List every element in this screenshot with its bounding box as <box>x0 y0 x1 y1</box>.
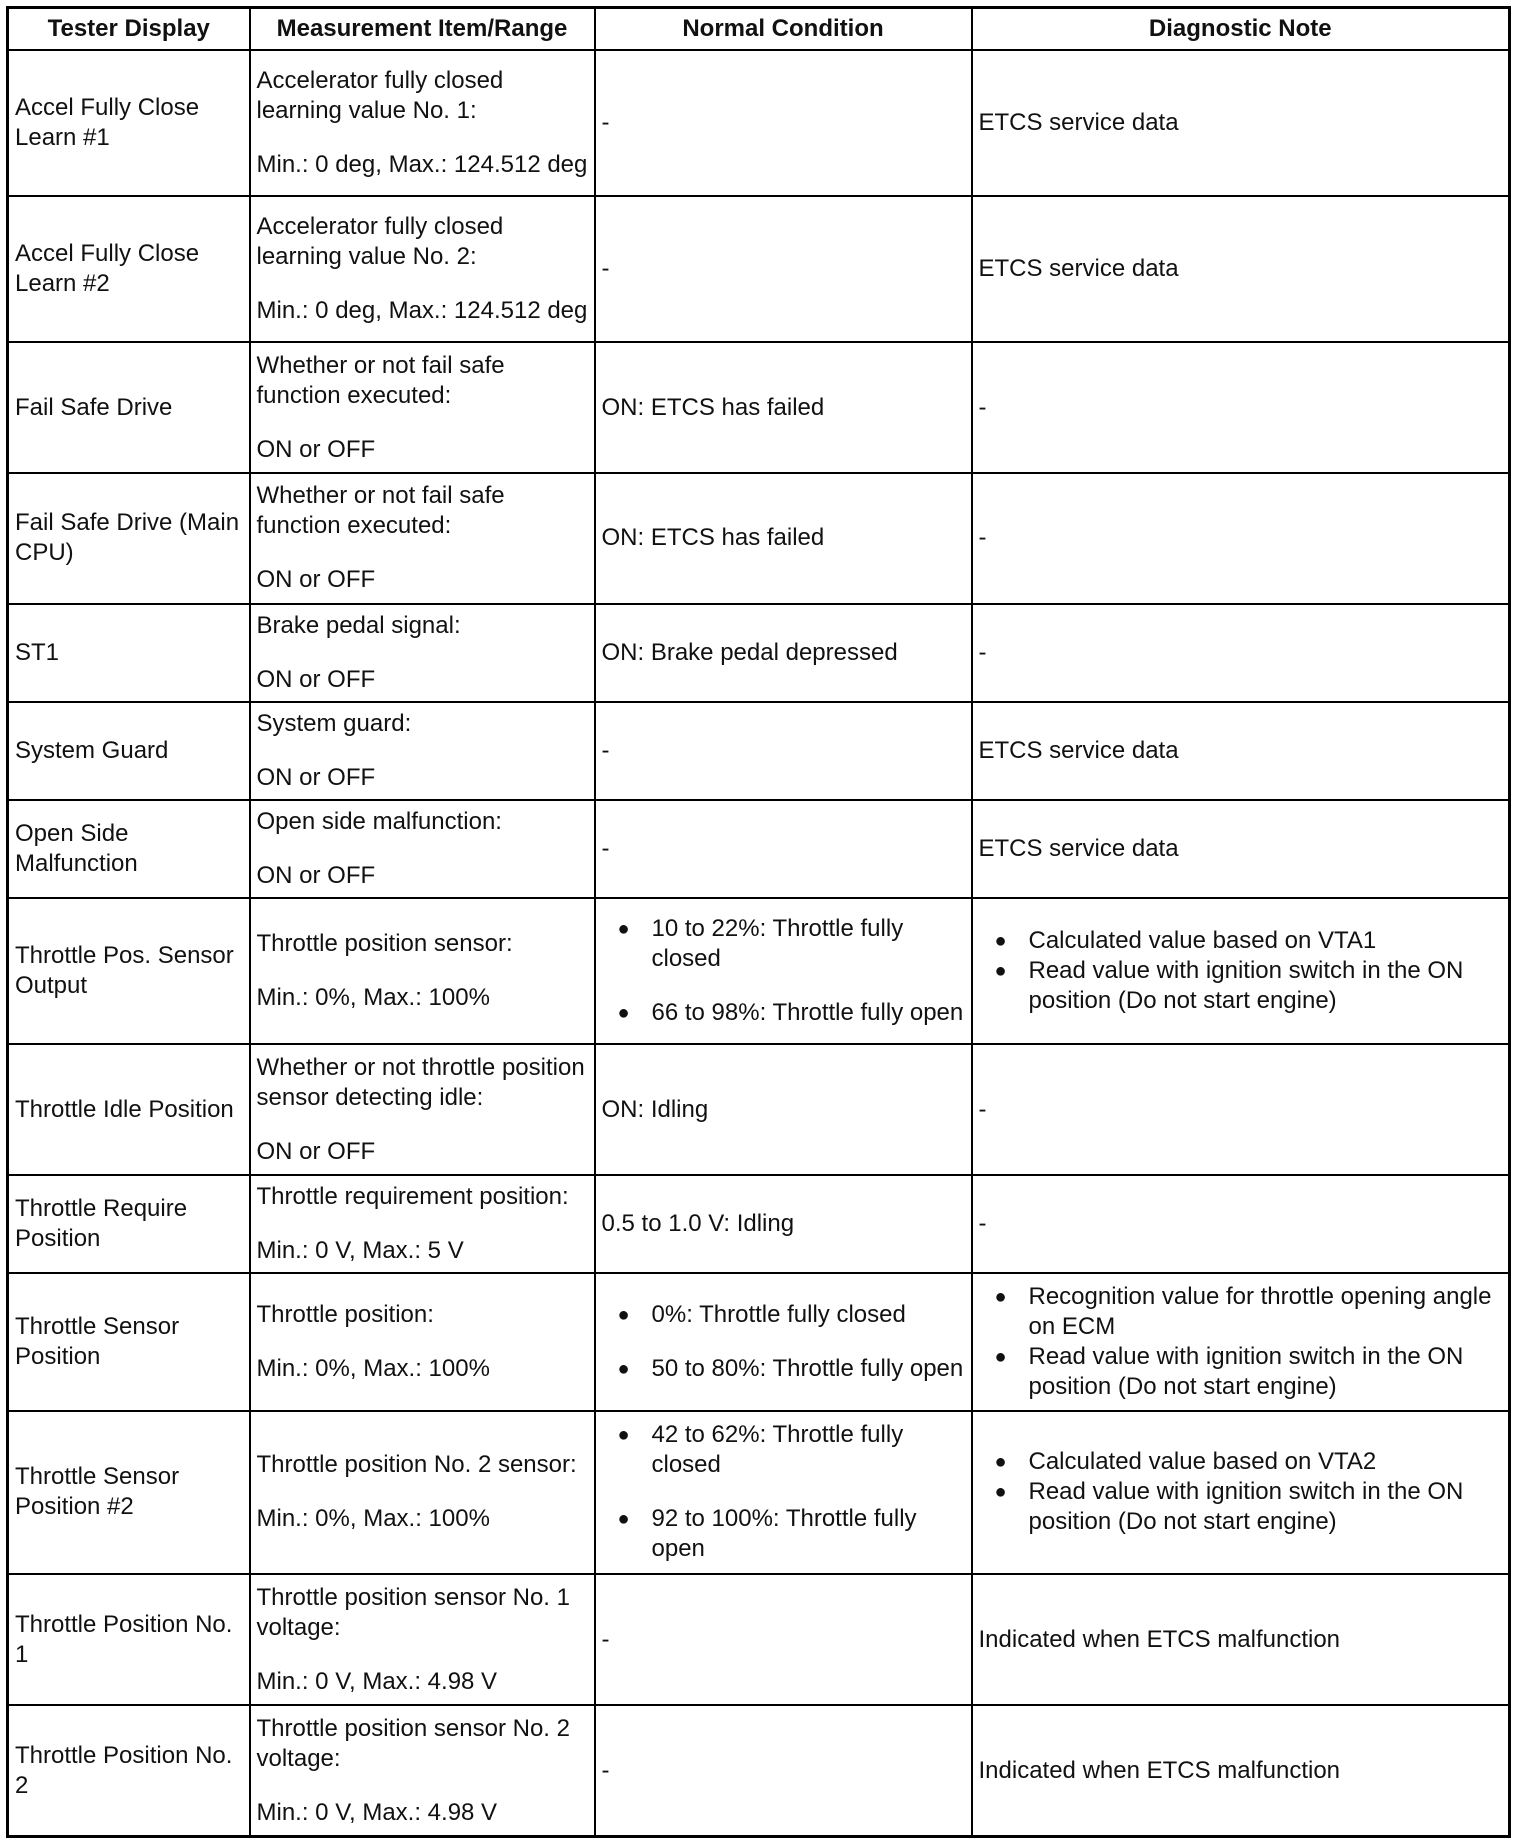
range-value: Min.: 0 deg, Max.: 124.512 deg <box>256 297 588 325</box>
normal-condition-cell <box>595 342 972 473</box>
cell-text: - <box>601 737 610 765</box>
range-value: Min.: 0 V, Max.: 4.98 V <box>256 1667 498 1695</box>
normal-condition-cell <box>595 196 972 342</box>
range-value: ON or OFF <box>256 764 376 792</box>
measurement-item-cell <box>250 1705 595 1836</box>
item-label: Open side malfunction: <box>256 808 502 836</box>
measurement-item-cell <box>250 473 595 604</box>
spacer <box>257 837 588 861</box>
normal-condition-cell <box>595 604 972 702</box>
bullet-item: ● 10 to 22%: Throttle fully closed <box>652 914 965 974</box>
bullet-list <box>602 1420 965 1564</box>
diagnostic-note-cell <box>972 898 1510 1044</box>
normal-condition-cell <box>595 702 972 800</box>
table-row <box>8 1411 1510 1575</box>
normal-condition-cell <box>595 800 972 898</box>
table-row <box>8 342 1510 473</box>
table-row <box>8 898 1510 1044</box>
header-tester-display: Tester Display <box>8 8 250 51</box>
cell-text: - <box>978 524 987 552</box>
bullet-item: ● Calculated value based on VTA2 <box>1029 1447 1503 1477</box>
header-row <box>8 8 1510 51</box>
spacer <box>257 1480 588 1504</box>
item-label: Throttle position No. 2 sensor: <box>256 1451 577 1479</box>
table-row <box>8 1574 1510 1705</box>
bullet-list <box>602 914 965 1028</box>
tester-display-cell <box>8 702 250 800</box>
cell-text: System Guard <box>15 737 169 765</box>
spacer <box>257 411 588 435</box>
cell-text: Accel Fully Close Learn #2 <box>15 240 200 298</box>
item-label: Throttle position sensor No. 1 voltage: <box>256 1583 570 1641</box>
range-value: Min.: 0 V, Max.: 5 V <box>256 1237 464 1265</box>
diagnostic-note-cell <box>972 473 1510 604</box>
cell-text: Throttle Sensor Position <box>15 1312 180 1370</box>
tester-display-cell <box>8 1175 250 1273</box>
table-row <box>8 50 1510 196</box>
range-value: Min.: 0%, Max.: 100% <box>256 1505 490 1533</box>
cell-text: Fail Safe Drive (Main CPU) <box>15 509 240 567</box>
cell-text: - <box>978 1095 987 1123</box>
spacer <box>257 641 588 665</box>
item-label: System guard: <box>256 710 412 738</box>
normal-condition-cell <box>595 1175 972 1273</box>
cell-text: ETCS service data <box>978 109 1179 137</box>
table-row <box>8 1175 1510 1273</box>
normal-condition-cell <box>595 1044 972 1175</box>
header-diagnostic-note: Diagnostic Note <box>972 8 1510 51</box>
normal-condition-cell <box>595 1273 972 1410</box>
spacer <box>257 541 588 565</box>
header-normal-condition: Normal Condition <box>595 8 972 51</box>
item-label: Throttle position sensor No. 2 voltage: <box>256 1714 570 1772</box>
cell-text: Throttle Pos. Sensor Output <box>15 942 234 1000</box>
item-label: Whether or not throttle position sensor detecting idle: <box>256 1053 585 1111</box>
cell-text: ETCS service data <box>978 255 1179 283</box>
diagnostic-note-cell <box>972 1044 1510 1175</box>
diagnostic-note-cell <box>972 196 1510 342</box>
item-label: Whether or not fail safe function executed: <box>256 351 505 409</box>
spacer <box>257 1774 588 1798</box>
cell-text: 0.5 to 1.0 V: Idling <box>601 1210 795 1238</box>
diagnostic-note-cell <box>972 342 1510 473</box>
diagnostic-note-cell <box>972 1273 1510 1410</box>
diagnostic-note-cell <box>972 800 1510 898</box>
spacer <box>257 272 588 296</box>
bullet-item: ● Read value with ignition switch in the ON position (Do not start engine) <box>1029 1477 1503 1537</box>
measurement-item-cell <box>250 1273 595 1410</box>
tester-display-cell <box>8 1044 250 1175</box>
item-label: Whether or not fail safe function executed: <box>256 482 505 540</box>
measurement-item-cell <box>250 1574 595 1705</box>
spacer <box>257 1113 588 1137</box>
cell-text: - <box>601 1625 610 1653</box>
cell-text: Throttle Sensor Position #2 <box>15 1463 180 1521</box>
cell-text: ON: Brake pedal depressed <box>601 638 898 666</box>
measurement-item-cell <box>250 898 595 1044</box>
normal-condition-cell <box>595 1705 972 1836</box>
table-row <box>8 196 1510 342</box>
cell-text: - <box>601 1756 610 1784</box>
tester-display-cell <box>8 473 250 604</box>
table-row <box>8 1044 1510 1175</box>
range-value: Min.: 0 V, Max.: 4.98 V <box>256 1798 498 1826</box>
bullet-list <box>979 1447 1503 1537</box>
diagnostic-note-cell <box>972 604 1510 702</box>
tester-display-cell <box>8 1273 250 1410</box>
cell-text: - <box>978 1210 987 1238</box>
tester-display-cell <box>8 1705 250 1836</box>
normal-condition-cell <box>595 473 972 604</box>
normal-condition-cell <box>595 1574 972 1705</box>
bullet-list <box>602 1300 965 1384</box>
diagnostic-note-cell <box>972 702 1510 800</box>
cell-text: ON: ETCS has failed <box>601 524 825 552</box>
tester-display-cell <box>8 50 250 196</box>
measurement-item-cell <box>250 702 595 800</box>
range-value: ON or OFF <box>256 566 376 594</box>
measurement-item-cell <box>250 1044 595 1175</box>
cell-text: - <box>601 835 610 863</box>
item-label: Throttle requirement position: <box>256 1183 569 1211</box>
bullet-list <box>979 926 1503 1016</box>
cell-text: ST1 <box>15 638 60 666</box>
cell-text: Throttle Idle Position <box>15 1095 234 1123</box>
diagnostic-note-cell <box>972 1705 1510 1836</box>
spacer <box>257 1643 588 1667</box>
range-value: Min.: 0%, Max.: 100% <box>256 1354 490 1382</box>
normal-condition-cell <box>595 898 972 1044</box>
cell-text: Throttle Require Position <box>15 1195 188 1253</box>
bullet-item: ● Read value with ignition switch in the ON position (Do not start engine) <box>1029 1342 1503 1402</box>
tester-display-cell <box>8 800 250 898</box>
measurement-item-cell <box>250 800 595 898</box>
item-label: Throttle position sensor: <box>256 930 513 958</box>
measurement-item-cell <box>250 50 595 196</box>
tester-display-cell <box>8 196 250 342</box>
cell-text: ON: Idling <box>601 1095 709 1123</box>
table-row <box>8 604 1510 702</box>
normal-condition-cell <box>595 50 972 196</box>
bullet-item: ● 92 to 100%: Throttle fully open <box>652 1504 965 1564</box>
cell-text: Throttle Position No. 2 <box>15 1741 233 1799</box>
diagnostic-note-cell <box>972 1175 1510 1273</box>
measurement-item-cell <box>250 1411 595 1575</box>
spacer <box>257 1330 588 1354</box>
bullet-item: ● 50 to 80%: Throttle fully open <box>652 1354 965 1384</box>
diagnostic-note-cell <box>972 50 1510 196</box>
item-label: Throttle position: <box>256 1300 434 1328</box>
tester-display-cell <box>8 604 250 702</box>
range-value: ON or OFF <box>256 665 376 693</box>
normal-condition-cell <box>595 1411 972 1575</box>
cell-text: ETCS service data <box>978 835 1179 863</box>
bullet-item: ● Calculated value based on VTA1 <box>1029 926 1503 956</box>
bullet-list <box>979 1282 1503 1402</box>
table-row <box>8 702 1510 800</box>
tester-display-cell <box>8 898 250 1044</box>
measurement-item-cell <box>250 604 595 702</box>
spacer <box>257 739 588 763</box>
cell-text: Accel Fully Close Learn #1 <box>15 94 200 152</box>
bullet-item: ● 66 to 98%: Throttle fully open <box>652 998 965 1028</box>
range-value: ON or OFF <box>256 1137 376 1165</box>
item-label: Accelerator fully closed learning value No. 1: <box>256 67 504 125</box>
table-row <box>8 1273 1510 1410</box>
item-label: Brake pedal signal: <box>256 611 461 639</box>
spacer <box>257 1212 588 1236</box>
cell-text: Indicated when ETCS malfunction <box>978 1756 1341 1784</box>
range-value: ON or OFF <box>256 862 376 890</box>
item-label: Accelerator fully closed learning value No. 2: <box>256 213 504 271</box>
diagnostic-note-cell <box>972 1574 1510 1705</box>
cell-text: - <box>601 255 610 283</box>
spacer <box>257 126 588 150</box>
data-list-table <box>6 6 1511 1838</box>
cell-text: Fail Safe Drive <box>15 393 173 421</box>
cell-text: Indicated when ETCS malfunction <box>978 1625 1341 1653</box>
tester-display-cell <box>8 1411 250 1575</box>
bullet-item: ● Read value with ignition switch in the ON position (Do not start engine) <box>1029 956 1503 1016</box>
table-row <box>8 800 1510 898</box>
tester-display-cell <box>8 342 250 473</box>
cell-text: ON: ETCS has failed <box>601 393 825 421</box>
tester-display-cell <box>8 1574 250 1705</box>
table-row <box>8 473 1510 604</box>
measurement-item-cell <box>250 1175 595 1273</box>
diagnostic-note-cell <box>972 1411 1510 1575</box>
bullet-item: ● Recognition value for throttle opening angle on ECM <box>1029 1282 1503 1342</box>
header-measurement-item: Measurement Item/Range <box>250 8 595 51</box>
bullet-item: ● 42 to 62%: Throttle fully closed <box>652 1420 965 1480</box>
cell-text: - <box>601 109 610 137</box>
measurement-item-cell <box>250 196 595 342</box>
range-value: Min.: 0%, Max.: 100% <box>256 984 490 1012</box>
table-row <box>8 1705 1510 1836</box>
range-value: ON or OFF <box>256 435 376 463</box>
measurement-item-cell <box>250 342 595 473</box>
spacer <box>257 959 588 983</box>
range-value: Min.: 0 deg, Max.: 124.512 deg <box>256 151 588 179</box>
cell-text: - <box>978 638 987 666</box>
bullet-item: ● 0%: Throttle fully closed <box>652 1300 965 1330</box>
cell-text: Open Side Malfunction <box>15 820 138 878</box>
cell-text: - <box>978 393 987 421</box>
cell-text: Throttle Position No. 1 <box>15 1610 233 1668</box>
cell-text: ETCS service data <box>978 737 1179 765</box>
